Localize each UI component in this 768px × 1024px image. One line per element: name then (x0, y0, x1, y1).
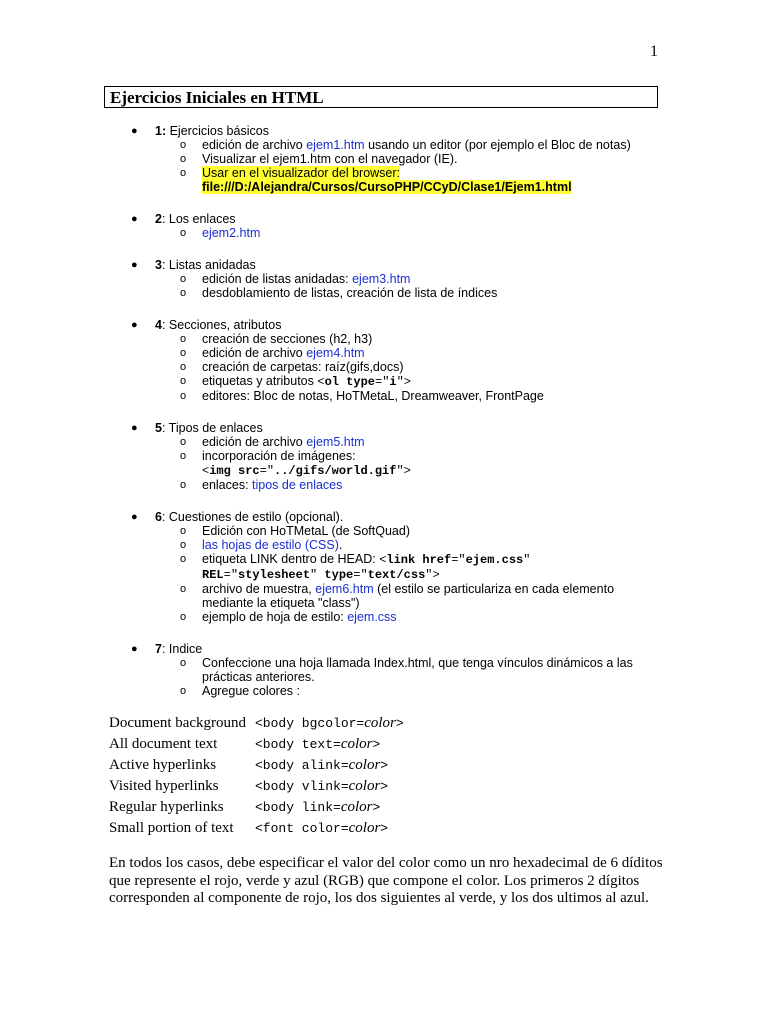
attribute-code: <body bgcolor=color> (255, 715, 404, 731)
code-snippet: REL="stylesheet" type="text/css"> (202, 568, 440, 582)
page-number: 1 (650, 43, 658, 60)
circle-bullet-icon: o (180, 139, 187, 151)
hyperlink[interactable]: las hojas de estilo (CSS) (202, 538, 339, 552)
list-item (180, 166, 672, 194)
color-attribute-table (109, 713, 404, 839)
section-number: 5 (155, 421, 162, 435)
item-text: las hojas de estilo (CSS). (202, 538, 343, 552)
list-item (180, 538, 672, 552)
hyperlink[interactable]: ejem4.htm (306, 346, 365, 360)
hyperlink[interactable]: ejem1.htm (306, 138, 365, 152)
item-text: edición de archivo ejem4.htm (202, 346, 365, 360)
circle-bullet-icon: o (180, 347, 187, 359)
section-title: : Tipos de enlaces (161, 421, 263, 435)
list-item (180, 360, 672, 374)
item-text: etiqueta LINK dentro de HEAD: <link href="ejem.css" (202, 552, 531, 567)
section-heading (131, 510, 768, 524)
circle-bullet-icon: o (180, 583, 187, 595)
bullet-dot-icon: ● (131, 643, 138, 655)
hyperlink[interactable]: ejem3.htm (352, 272, 411, 286)
section-title: : Cuestiones de estilo (opcional). (161, 510, 344, 524)
list-item (180, 286, 672, 300)
list-item (180, 656, 672, 684)
section-title: : Listas anidadas (161, 258, 256, 272)
item-text: Edición con HoTMetaL (de SoftQuad) (202, 524, 410, 538)
circle-bullet-icon: o (180, 611, 187, 623)
attribute-code: <body text=color> (255, 736, 381, 752)
list-item (180, 389, 672, 403)
circle-bullet-icon: o (180, 657, 187, 669)
list-item (180, 138, 672, 152)
section-title: Ejercicios básicos (166, 124, 269, 138)
item-text: archivo de muestra, ejem6.htm (el estilo se particulariza en cada elemento (202, 582, 615, 596)
item-text: enlaces: tipos de enlaces (202, 478, 343, 492)
section-heading (131, 642, 768, 656)
code-snippet: <img src="../gifs/world.gif"> (202, 464, 411, 478)
circle-bullet-icon: o (180, 553, 187, 565)
hyperlink[interactable]: ejem.css (347, 610, 397, 624)
item-text: incorporación de imágenes: (202, 449, 356, 463)
section-number: 2 (155, 212, 162, 226)
item-text: Usar en el visualizador del browser: (202, 166, 401, 180)
item-text: edición de archivo ejem5.htm (202, 435, 365, 449)
circle-bullet-icon: o (180, 539, 187, 551)
list-item (180, 435, 672, 449)
item-text: edición de listas anidadas: ejem3.htm (202, 272, 411, 286)
exercise-section (0, 642, 768, 698)
list-item (180, 582, 672, 610)
item-text (202, 226, 260, 240)
exercise-section (0, 258, 768, 300)
section-heading (131, 212, 768, 226)
circle-bullet-icon: o (180, 287, 187, 299)
body-paragraph: En todos los casos, debe especificar el valor del color como un nro hexadecimal de 6 díditos que represente el rojo, verde y azul (RGB) que compone el color. Los primeros 2 dígitos corresponden al componente de rojo, los dos siguientes al verde, y los dos ultimos al azul. (109, 855, 663, 906)
item-text: edición de archivo ejem1.htm usando un editor (por ejemplo el Bloc de notas) (202, 138, 631, 152)
list-item (180, 552, 672, 582)
circle-bullet-icon: o (180, 436, 187, 448)
list-item (180, 332, 672, 346)
circle-bullet-icon: o (180, 450, 187, 462)
item-text-continued: prácticas anteriores. (202, 670, 315, 684)
exercise-section (0, 510, 768, 624)
circle-bullet-icon: o (180, 153, 187, 165)
circle-bullet-icon: o (180, 361, 187, 373)
section-title: : Indice (161, 642, 203, 656)
list-item (180, 524, 672, 538)
attribute-code: <body link=color> (255, 799, 381, 815)
circle-bullet-icon: o (180, 167, 187, 179)
color-table-row (109, 713, 404, 734)
exercise-section (0, 318, 768, 403)
color-table-row (109, 776, 404, 797)
item-text-continued: mediante la etiqueta "class") (202, 596, 360, 610)
section-title: : Los enlaces (161, 212, 236, 226)
attribute-code: <font color=color> (255, 820, 389, 836)
item-text: ejemplo de hoja de estilo: ejem.css (202, 610, 397, 624)
attribute-code: <body alink=color> (255, 757, 389, 773)
list-item (180, 272, 672, 286)
section-heading (131, 258, 768, 272)
section-number: 3 (155, 258, 162, 272)
section-number: 7 (155, 642, 162, 656)
color-table-row (109, 797, 404, 818)
attribute-label: Visited hyperlinks (109, 778, 219, 794)
attribute-label: Regular hyperlinks (109, 799, 224, 815)
item-text: etiquetas y atributos <ol type="i"> (202, 374, 411, 389)
bullet-dot-icon: ● (131, 511, 138, 523)
item-text: creación de carpetas: raíz(gifs,docs) (202, 360, 404, 374)
attribute-label: Small portion of text (109, 820, 234, 836)
item-text: desdoblamiento de listas, creación de lista de índices (202, 286, 498, 300)
bullet-dot-icon: ● (131, 319, 138, 331)
exercise-section (0, 421, 768, 492)
color-table-row (109, 755, 404, 776)
code-snippet: <link href="ejem.css" (379, 553, 531, 567)
list-item (180, 684, 672, 698)
list-item (180, 610, 672, 624)
section-title: : Secciones, atributos (161, 318, 282, 332)
circle-bullet-icon: o (180, 375, 187, 387)
list-item (180, 478, 672, 492)
file-path: file:///D:/Alejandra/Cursos/CursoPHP/CCyD/Clase1/Ejem1.html (202, 180, 572, 194)
color-table-row (109, 818, 404, 839)
bullet-dot-icon: ● (131, 422, 138, 434)
color-table-row (109, 734, 404, 755)
hyperlink[interactable]: tipos de enlaces (252, 478, 343, 492)
section-heading (131, 318, 768, 332)
bullet-dot-icon: ● (131, 259, 138, 271)
circle-bullet-icon: o (180, 227, 187, 239)
circle-bullet-icon: o (180, 525, 187, 537)
section-number: 4 (155, 318, 162, 332)
attribute-label: All document text (109, 736, 218, 752)
bullet-dot-icon: ● (131, 125, 138, 137)
circle-bullet-icon: o (180, 333, 187, 345)
circle-bullet-icon: o (180, 273, 187, 285)
page-title: Ejercicios Iniciales en HTML (104, 86, 658, 108)
list-item (180, 346, 672, 360)
list-item (180, 226, 672, 240)
circle-bullet-icon: o (180, 390, 187, 402)
section-heading (131, 124, 768, 138)
item-text: editores: Bloc de notas, HoTMetaL, Dreamweaver, FrontPage (202, 389, 544, 403)
list-item (180, 449, 672, 478)
section-heading (131, 421, 768, 435)
circle-bullet-icon: o (180, 685, 187, 697)
item-text: Agregue colores : (202, 684, 300, 698)
code-snippet: <ol type="i"> (317, 375, 411, 389)
hyperlink[interactable]: ejem6.htm (315, 582, 374, 596)
list-item (180, 152, 672, 166)
item-text: Confeccione una hoja llamada Index.html, que tenga vínculos dinámicos a las (202, 656, 633, 670)
attribute-label: Document background (109, 715, 247, 731)
section-number: 6 (155, 510, 162, 524)
item-text: Visualizar el ejem1.htm con el navegador (IE). (202, 152, 458, 166)
hyperlink[interactable]: ejem2.htm (202, 226, 261, 240)
hyperlink[interactable]: ejem5.htm (306, 435, 365, 449)
exercise-section (0, 212, 768, 240)
item-text: creación de secciones (h2, h3) (202, 332, 373, 346)
attribute-code: <body vlink=color> (255, 778, 389, 794)
exercise-section (0, 124, 768, 194)
section-number: 1: (155, 124, 167, 138)
circle-bullet-icon: o (180, 479, 187, 491)
list-item (180, 374, 672, 389)
exercise-list (0, 124, 768, 716)
bullet-dot-icon: ● (131, 213, 138, 225)
attribute-label: Active hyperlinks (109, 757, 217, 773)
